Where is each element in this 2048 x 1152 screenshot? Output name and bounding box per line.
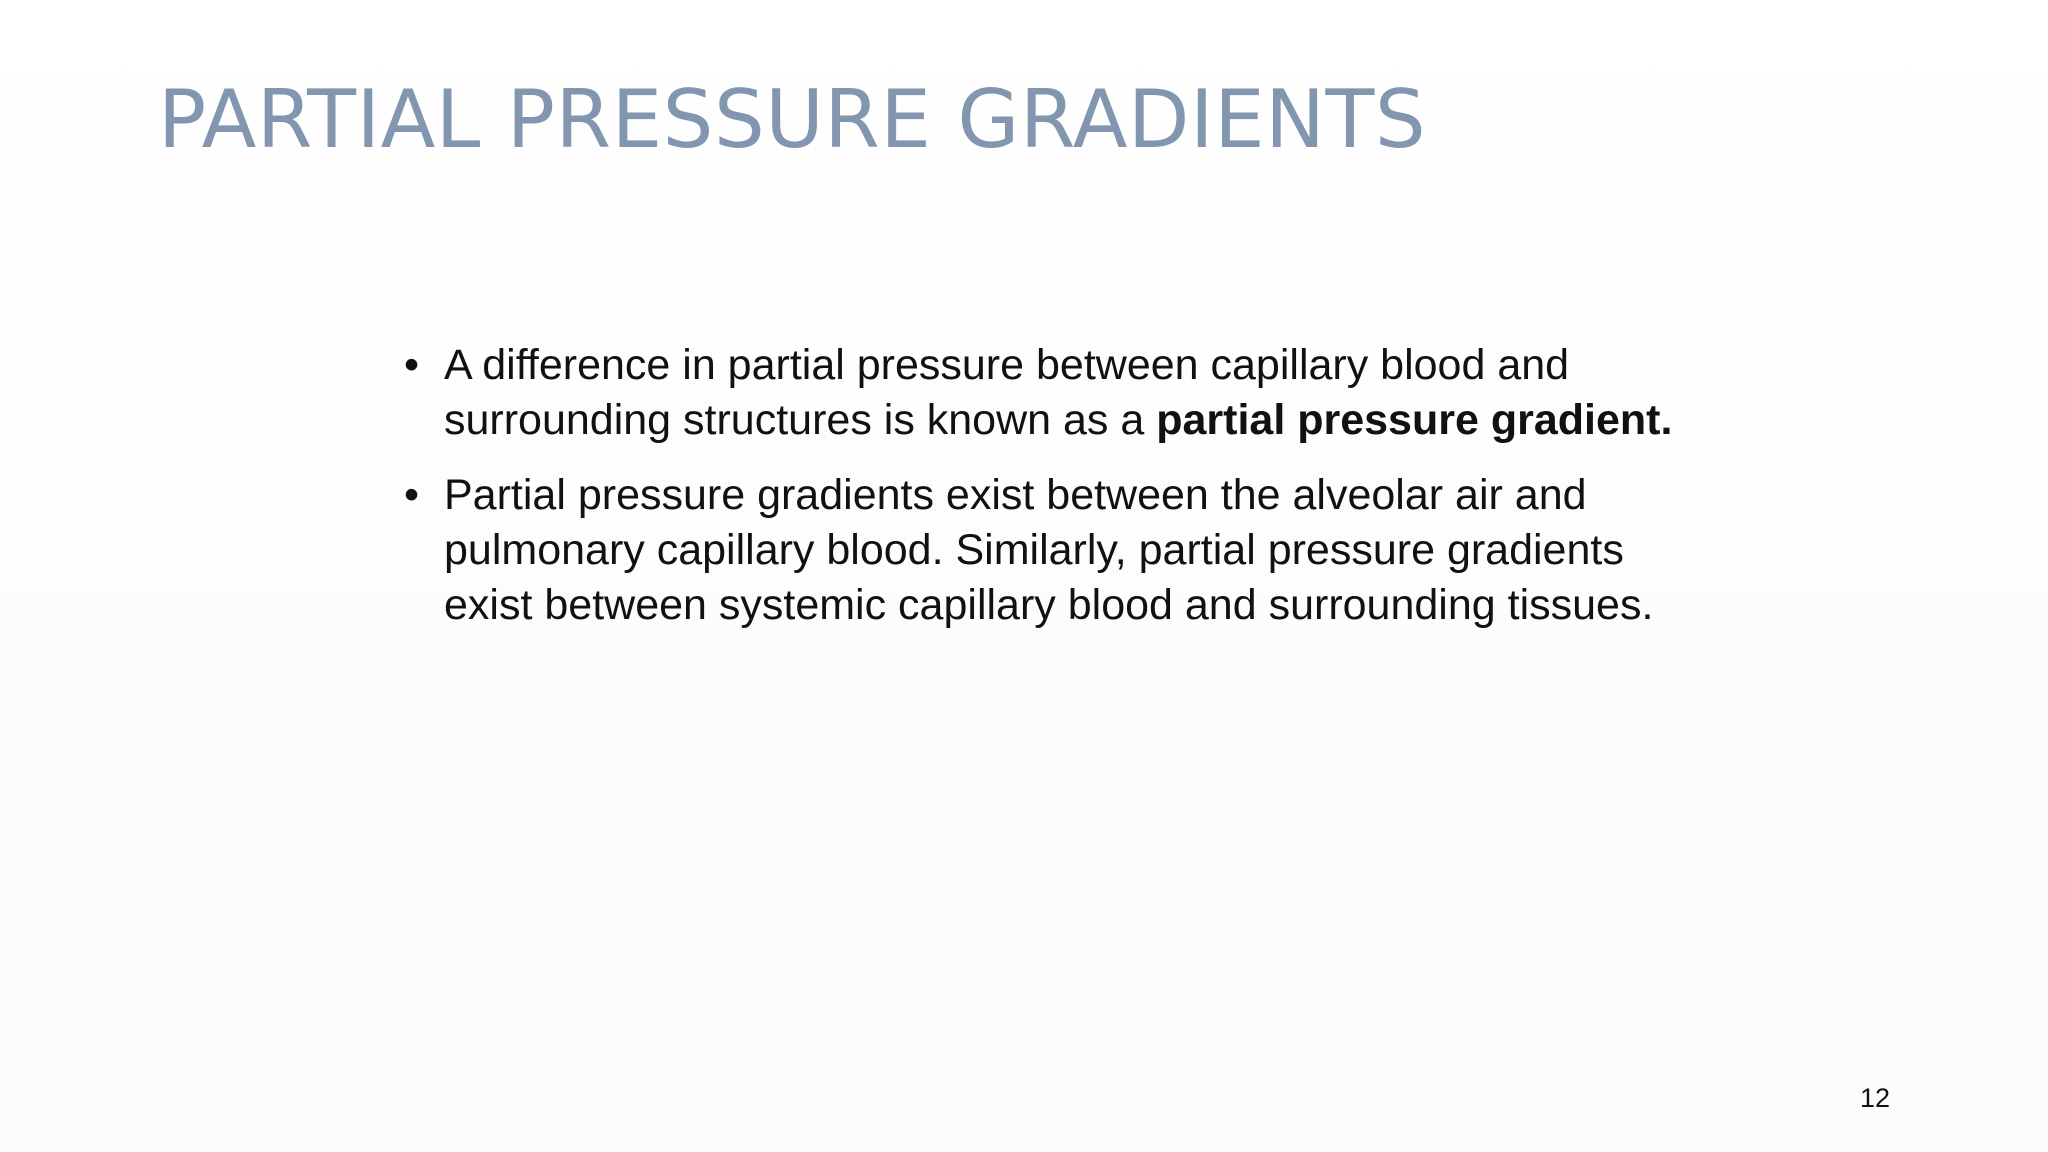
- bullet-icon: •: [404, 341, 420, 389]
- bullet-list: [400, 338, 1680, 633]
- bullet-text: Partial pressure gradients exist between the alveolar air and pulmonary capillary blood. Similarly, partial pressure gradients exist between systemic capillary blood and surrounding tissues.: [444, 471, 1654, 629]
- bullet-bold-term: partial pressure gradient.: [1156, 396, 1673, 444]
- page-number: 12: [1859, 1083, 1890, 1113]
- bullet-item-gradients-exist: [400, 468, 1680, 633]
- slide-title: PARTIAL PRESSURE GRADIENTS: [158, 73, 1427, 166]
- bullet-icon: •: [404, 471, 420, 519]
- bullet-item-partial-pressure-gradient: [400, 338, 1680, 448]
- slide-body: [400, 338, 1680, 653]
- bullet-text: A difference in partial pressure between capillary blood and surrounding structures is known as a: [444, 341, 1570, 444]
